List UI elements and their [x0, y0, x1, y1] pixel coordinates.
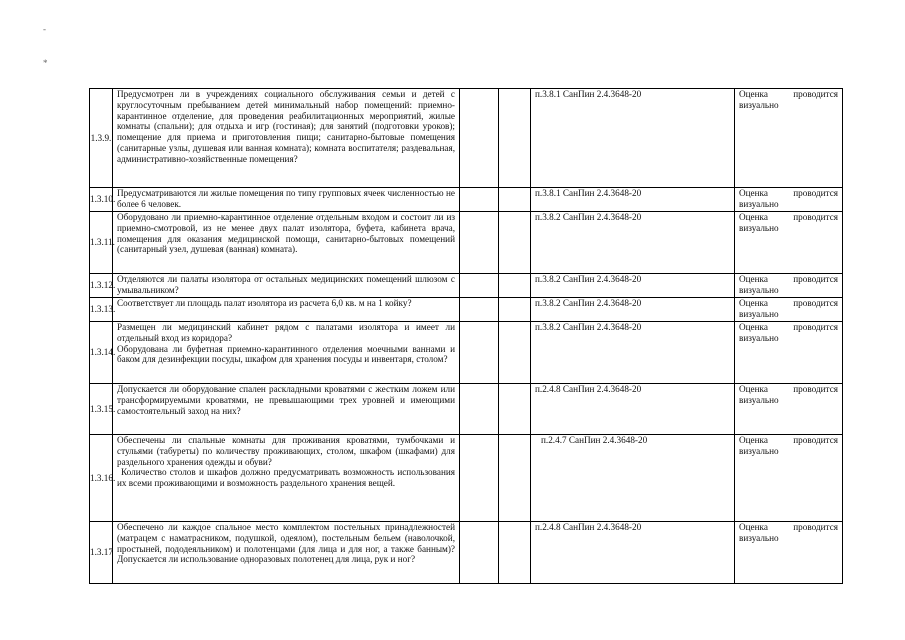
- row-question: [113, 322, 460, 384]
- answer-no-cell: [499, 435, 531, 522]
- row-note: Оценка проводится визуально: [735, 384, 843, 435]
- answer-yes-cell: [460, 89, 499, 188]
- row-number: 1.3.12.: [90, 274, 113, 298]
- row-question: Предусматриваются ли жилые помещения по типу групповых ячеек численностью не более 6 человек.: [113, 188, 460, 212]
- answer-yes-cell: [460, 435, 499, 522]
- row-reference: п.3.8.2 СанПин 2.4.3648-20: [531, 274, 735, 298]
- answer-no-cell: [499, 212, 531, 274]
- row-question: Отделяются ли палаты изолятора от остальных медицинских помещений шлюзом с умывальником?: [113, 274, 460, 298]
- row-reference: п.3.8.2 СанПин 2.4.3648-20: [531, 212, 735, 274]
- answer-yes-cell: [460, 298, 499, 322]
- question-line: Обеспечены ли спальные комнаты для проживания кроватями, тумбочками и стульями (табуреты) по количеству проживающих, столом, шкафом (шкафами) для раздельного хранения одежды и обуви?: [117, 435, 455, 467]
- row-question: [113, 435, 460, 522]
- answer-no-cell: [499, 89, 531, 188]
- row-number: 1.3.14.: [90, 322, 113, 384]
- table-row: [90, 188, 843, 212]
- table-row: [90, 274, 843, 298]
- answer-yes-cell: [460, 322, 499, 384]
- row-number: 1.3.13.: [90, 298, 113, 322]
- question-line: Размещен ли медицинский кабинет рядом с палатами изолятора и имеет ли отдельный вход из коридора?: [117, 322, 455, 343]
- answer-yes-cell: [460, 384, 499, 435]
- row-question: Соответствует ли площадь палат изолятора из расчета 6,0 кв. м на 1 койку?: [113, 298, 460, 322]
- row-question: Допускается ли оборудование спален раскладными кроватями с жестким ложем или трансформируемыми кроватями, не превышающими трех уровней и имеющими самостоятельный заход на них?: [113, 384, 460, 435]
- row-reference: п.2.4.8 СанПин 2.4.3648-20: [531, 384, 735, 435]
- row-question: Оборудовано ли приемно-карантинное отделение отдельным входом и состоит ли из приемно-смотровой, из не менее двух палат изолятора, буфета, кабинета врача, помещения для оказания медицинской помощи, санитарно-бытовых помещений (санитарный узел, душевая (ванная) комната).: [113, 212, 460, 274]
- row-note: Оценка проводится визуально: [735, 298, 843, 322]
- row-reference: п.3.8.1 СанПин 2.4.3648-20: [531, 89, 735, 188]
- answer-no-cell: [499, 522, 531, 584]
- answer-yes-cell: [460, 212, 499, 274]
- row-number: 1.3.10.: [90, 188, 113, 212]
- row-reference: п.2.4.7 СанПин 2.4.3648-20: [531, 435, 735, 522]
- row-reference: п.3.8.2 СанПин 2.4.3648-20: [531, 322, 735, 384]
- answer-yes-cell: [460, 188, 499, 212]
- row-number: 1.3.11.: [90, 212, 113, 274]
- table-row: [90, 435, 843, 522]
- row-note: Оценка проводится визуально: [735, 188, 843, 212]
- row-number: 1.3.15.: [90, 384, 113, 435]
- row-number: 1.3.17: [90, 522, 113, 584]
- row-reference: п.3.8.2 СанПин 2.4.3648-20: [531, 298, 735, 322]
- row-reference: п.3.8.1 СанПин 2.4.3648-20: [531, 188, 735, 212]
- row-note: Оценка проводится визуально: [735, 212, 843, 274]
- table-row: [90, 522, 843, 584]
- answer-yes-cell: [460, 522, 499, 584]
- row-question: Обеспечено ли каждое спальное место комплектом постельных принадлежностей (матрацем с наматрасником, подушкой, одеялом), постельным бельем (наволочкой, простыней, пододеяльником) и полотенцами (для лица и для ног, а также банным)? Допускается ли использование одноразовых полотенец для лица, рук и ног?: [113, 522, 460, 584]
- scan-mark-asterisk: *: [43, 58, 48, 68]
- row-note: Оценка проводится визуально: [735, 522, 843, 584]
- answer-no-cell: [499, 322, 531, 384]
- scan-mark-dash: -: [43, 24, 46, 34]
- row-number: 1.3.9.: [90, 89, 113, 188]
- row-note: Оценка проводится визуально: [735, 274, 843, 298]
- row-question: Предусмотрен ли в учреждениях социального обслуживания семьи и детей с круглосуточным пребыванием детей минимальный набор помещений: приемно-карантинное отделение, для проведения реабилитационных мероприятий, жилые комнаты (спальни); для отдыха и игр (гостиная); для занятий (подготовки уроков); помещение для приема и приготовления пищи; санитарно-бытовые помещения (санитарные узлы, душевая или ванная комната); комната воспитателя; раздевальная, административно-хозяйственные помещения?: [113, 89, 460, 188]
- row-note: Оценка проводится визуально: [735, 89, 843, 188]
- answer-no-cell: [499, 298, 531, 322]
- answer-yes-cell: [460, 274, 499, 298]
- table-row: [90, 212, 843, 274]
- answer-no-cell: [499, 274, 531, 298]
- checklist-table: [89, 88, 843, 584]
- question-line: Оборудована ли буфетная приемно-карантинного отделения моечными ваннами и баком для дезинфекции посуды, шкафом для хранения посуды и инвентаря, столом?: [117, 343, 455, 365]
- table-row: [90, 89, 843, 188]
- question-line: Количество столов и шкафов должно предусматривать возможность использования их всеми проживающими и возможность раздельного хранения вещей.: [117, 467, 455, 489]
- table-row: [90, 298, 843, 322]
- row-note: Оценка проводится визуально: [735, 322, 843, 384]
- table-row: [90, 322, 843, 384]
- table-row: [90, 384, 843, 435]
- answer-no-cell: [499, 188, 531, 212]
- row-reference: п.2.4.8 СанПин 2.4.3648-20: [531, 522, 735, 584]
- answer-no-cell: [499, 384, 531, 435]
- row-number: 1.3.16.: [90, 435, 113, 522]
- row-note: Оценка проводится визуально: [735, 435, 843, 522]
